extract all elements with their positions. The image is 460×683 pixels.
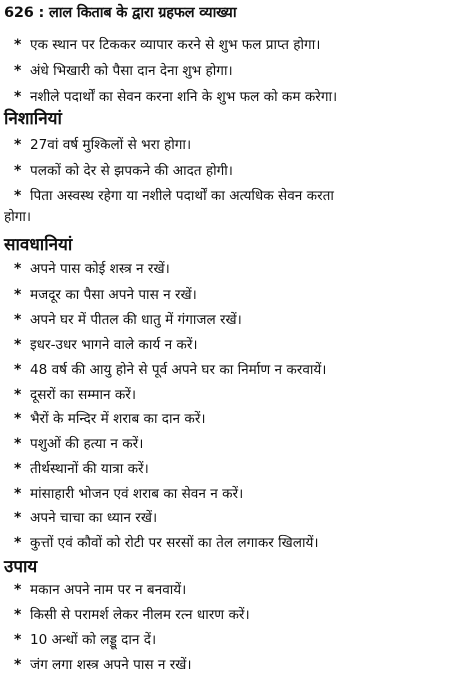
list-item <box>14 282 454 308</box>
bullet-icon: * <box>14 607 22 623</box>
bullet-icon: * <box>14 411 22 427</box>
list-item-text: किसी से परामर्श लेकर नीलम रत्न धारण करें। <box>30 607 250 623</box>
list-item <box>14 256 454 282</box>
bullet-icon: * <box>14 632 22 648</box>
list-item-text: पिता अस्वस्थ रहेगा या नशीले पदार्थों का अत्यधिक सेवन करता <box>30 188 334 204</box>
bullet-icon: * <box>14 582 22 598</box>
bullet-icon: * <box>14 510 22 526</box>
list-item <box>14 382 454 408</box>
list-item-text: जंग लगा शस्त्र अपने पास न रखें। <box>30 657 192 673</box>
list-item <box>14 332 454 358</box>
list-item <box>14 183 454 209</box>
list-item <box>14 627 454 653</box>
bullet-icon: * <box>14 89 22 105</box>
list-item <box>14 505 454 531</box>
bullet-icon: * <box>14 188 22 204</box>
list-item <box>14 577 454 603</box>
list-item-text: दूसरों का सम्मान करें। <box>30 387 137 403</box>
list-item-text: अपने घर में पीतल की धातु में गंगाजल रखें। <box>30 312 242 328</box>
list-item <box>14 357 454 383</box>
list-item <box>14 530 454 556</box>
list-item-text: तीर्थस्थानों की यात्रा करें। <box>30 461 149 477</box>
bullet-icon: * <box>14 535 22 551</box>
bullet-icon: * <box>14 163 22 179</box>
list-item-text: अपने चाचा का ध्यान रखें। <box>30 510 158 526</box>
bullet-icon: * <box>14 657 22 673</box>
list-item-text: कुत्तों एवं कौवों को रोटी पर सरसों का तेल लगाकर खिलायें। <box>30 535 319 551</box>
section-title-precautions: सावधानियां <box>4 235 73 255</box>
list-item-text: 48 वर्ष की आयु होने से पूर्व अपने घर का निर्माण न करवायें। <box>30 362 327 378</box>
list-item-text: 10 अन्धों को लड्डू दान दें। <box>30 632 157 648</box>
list-item <box>14 456 454 482</box>
list-item-text: एक स्थान पर टिककर व्यापार करने से शुभ फल प्राप्त होगा। <box>30 37 321 53</box>
bullet-icon: * <box>14 63 22 79</box>
bullet-icon: * <box>14 436 22 452</box>
page-header: 626 : लाल किताब के द्वारा ग्रहफल व्याख्या <box>4 5 237 21</box>
list-item-text: भैरों के मन्दिर में शराब का दान करें। <box>30 411 206 427</box>
list-item <box>14 406 454 432</box>
bullet-icon: * <box>14 287 22 303</box>
bullet-icon: * <box>14 37 22 53</box>
list-item <box>14 84 454 110</box>
list-item <box>14 307 454 333</box>
list-item-text: नशीले पदार्थों का सेवन करना शनि के शुभ फल को कम करेगा। <box>30 89 338 105</box>
list-item <box>14 58 454 84</box>
bullet-icon: * <box>14 362 22 378</box>
list-item <box>14 431 454 457</box>
list-item <box>14 32 454 58</box>
bullet-icon: * <box>14 387 22 403</box>
list-item <box>14 132 454 158</box>
list-item <box>14 481 454 507</box>
list-item <box>14 158 454 184</box>
bullet-icon: * <box>14 137 22 153</box>
list-item-text: अंधे भिखारी को पैसा दान देना शुभ होगा। <box>30 63 233 79</box>
section-title-signs: निशानियां <box>4 109 62 129</box>
bullet-icon: * <box>14 337 22 353</box>
list-item-text: पशुओं की हत्या न करें। <box>30 436 144 452</box>
list-item-text: इधर-उधर भागने वाले कार्य न करें। <box>30 337 198 353</box>
list-item-text: मकान अपने नाम पर न बनवायें। <box>30 582 187 598</box>
list-item <box>14 652 454 678</box>
bullet-icon: * <box>14 312 22 328</box>
list-item <box>14 602 454 628</box>
bullet-icon: * <box>14 261 22 277</box>
list-item-text: मजदूर का पैसा अपने पास न रखें। <box>30 287 197 303</box>
list-item-text: अपने पास कोई शस्त्र न रखें। <box>30 261 170 277</box>
list-item-text: मांसाहारी भोजन एवं शराब का सेवन न करें। <box>30 486 244 502</box>
bullet-icon: * <box>14 461 22 477</box>
list-item-text: 27वां वर्ष मुश्किलों से भरा होगा। <box>30 137 192 153</box>
list-item-text: पलकों को देर से झपकने की आदत होगी। <box>30 163 233 179</box>
section-title-remedies: उपाय <box>4 557 38 577</box>
list-item-continuation: होगा। <box>4 209 32 225</box>
bullet-icon: * <box>14 486 22 502</box>
